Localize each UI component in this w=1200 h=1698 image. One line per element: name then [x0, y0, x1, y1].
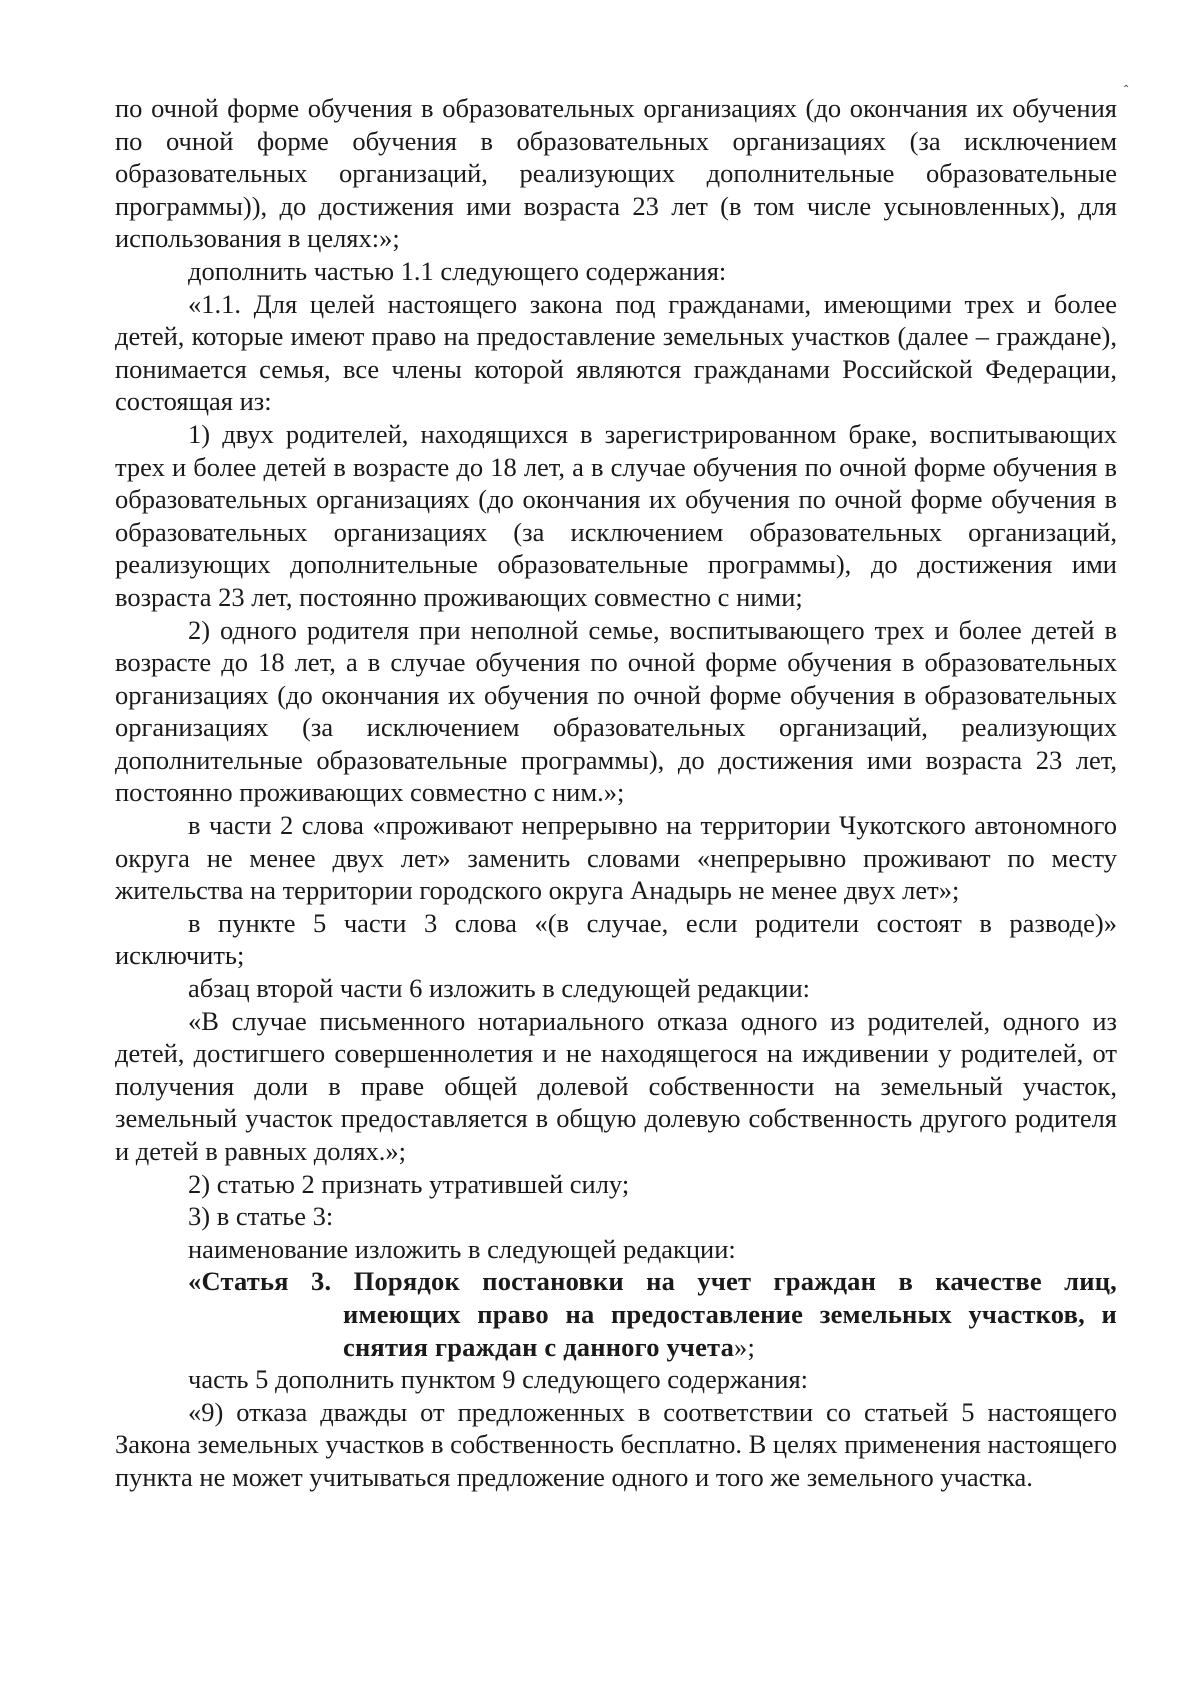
paragraph-item-2: 2) одного родителя при неполной семье, воспитывающего трех и более детей в возрасте до 18 лет, а в случае обучения по очной форме обучения в образовательных организациях (до окончания их обучения по очной форме обучения в образовательных организациях (за исключением образовательных организаций, реализующих дополнительные образовательные программы), до достижения ими возраста 23 лет, постоянно проживающих совместно с ним.»;: [115, 614, 1117, 808]
paragraph-article-2-repeal: 2) статью 2 признать утратившей силу;: [188, 1168, 630, 1199]
paragraph-item-1: 1) двух родителей, находящихся в зарегистрированном браке, воспитывающих трех и более детей в возрасте до 18 лет, а в случае обучения по очной форме обучения в образовательных организациях (до окончания их обучения по очной форме обучения в образовательных организациях (за исключением образовательных организаций, реализующих дополнительные образовательные программы), до достижения ими возраста 23 лет, постоянно проживающих совместно с ними;: [115, 418, 1117, 612]
article-3-heading-rest-text: имеющих право на предоставление земельных участков, и снятия граждан с данного учета: [343, 1298, 1117, 1362]
paragraph-item-9: «9) отказа дважды от предложенных в соответствии со статьей 5 настоящего Закона земельных участков в собственность бесплатно. В целях применения настоящего пункта не может учитываться предложение одного и того же земельного участка.: [115, 1396, 1117, 1492]
paragraph-part-6-intro: абзац второй части 6 изложить в следующей редакции:: [188, 973, 811, 1004]
article-3-heading: [115, 1265, 1117, 1363]
paragraph-amendment-1-1-intro: дополнить частью 1.1 следующего содержания:: [188, 255, 727, 286]
article-3-heading-tail: »;: [734, 1331, 756, 1362]
paragraph-part-6-text: «В случае письменного нотариального отказа одного из родителей, одного из детей, достигшего совершеннолетия и не находящегося на иждивении у родителей, от получения доли в праве общей долевой собственности на земельный участок, земельный участок предоставляется в общую долевую собственность другого родителя и детей в равных долях.»;: [115, 1005, 1117, 1166]
paragraph-article-3-intro: 3) в статье 3:: [188, 1201, 334, 1232]
document-body: [115, 92, 1117, 1494]
paragraph-part-2-change: в части 2 слова «проживают непрерывно на территории Чукотского автономного округа не менее двух лет» заменить словами «непрерывно проживают по месту жительства на территории городского округа Анадырь не менее двух лет»;: [115, 810, 1117, 906]
corner-mark-icon: ⌃: [1122, 84, 1131, 95]
paragraph-part-3-change: в пункте 5 части 3 слова «(в случае, если родители состоят в разводе)» исключить;: [115, 907, 1117, 971]
article-3-heading-rest: [115, 1298, 1117, 1363]
paragraph-part-5-intro: часть 5 дополнить пунктом 9 следующего содержания:: [188, 1364, 809, 1395]
article-3-heading-line1: «Статья 3. Порядок постановки на учет граждан в качестве лиц,: [188, 1266, 1117, 1297]
paragraph-definition-1-1: «1.1. Для целей настоящего закона под гражданами, имеющими трех и более детей, которые имеют право на предоставление земельных участков (далее – граждане), понимается семья, все члены которой являются гражданами Российской Федерации, состоящая из:: [115, 288, 1117, 417]
paragraph-continuation: по очной форме обучения в образовательных организациях (до окончания их обучения по очной форме обучения в образовательных организациях (за исключением образовательных организаций, реализующих дополнительные образовательные программы)), до достижения ими возраста 23 лет (в том числе усыновленных), для использования в целях:»;: [115, 93, 1117, 254]
paragraph-title-intro: наименование изложить в следующей редакции:: [188, 1233, 736, 1264]
